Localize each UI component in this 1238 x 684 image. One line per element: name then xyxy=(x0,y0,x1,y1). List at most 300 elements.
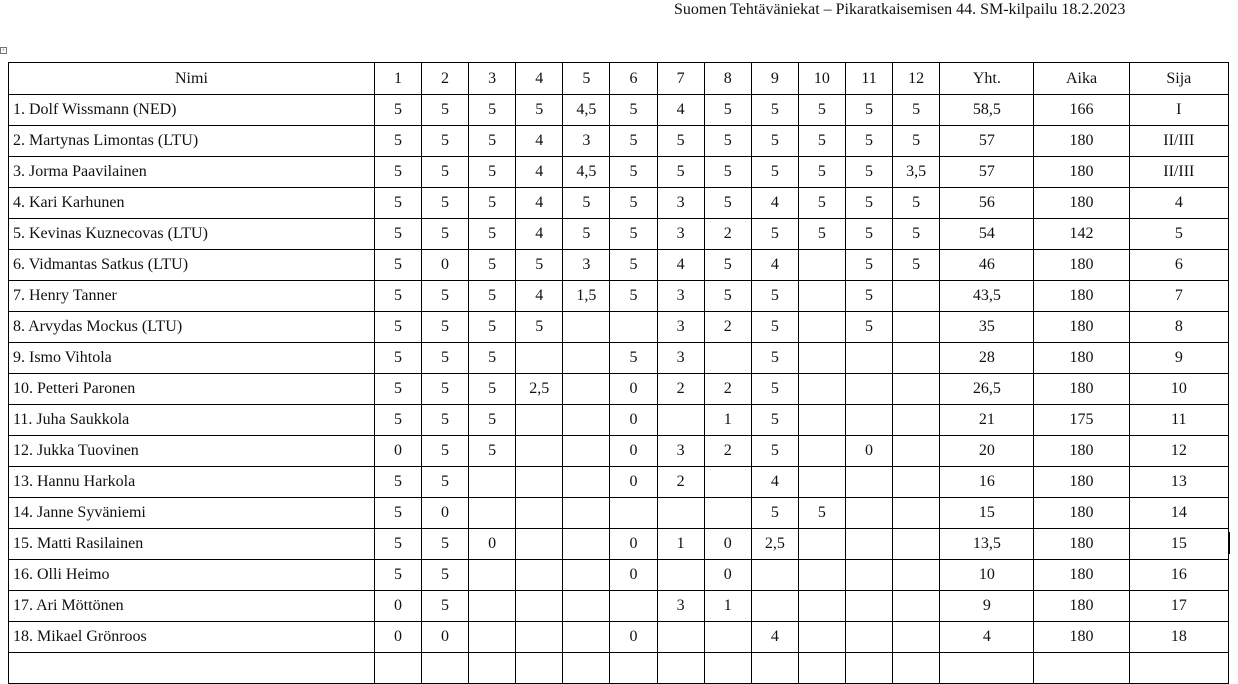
score-cell: 5 xyxy=(374,560,421,591)
table-row xyxy=(9,343,1229,374)
score-cell: 5 xyxy=(374,374,421,405)
score-cell: 5 xyxy=(845,188,892,219)
score-cell xyxy=(845,622,892,653)
table-header xyxy=(9,63,1229,95)
score-cell xyxy=(563,622,610,653)
score-cell xyxy=(845,529,892,560)
score-cell xyxy=(516,560,563,591)
column-header: Aika xyxy=(1034,63,1129,95)
score-cell: 2 xyxy=(657,467,704,498)
score-cell: 2 xyxy=(704,312,751,343)
competitor-name-cell: 16. Olli Heimo xyxy=(9,560,375,591)
score-cell xyxy=(1129,653,1228,684)
score-cell xyxy=(563,498,610,529)
score-cell: 0 xyxy=(610,560,657,591)
score-cell xyxy=(516,591,563,622)
score-cell: 5 xyxy=(469,157,516,188)
score-cell: 20 xyxy=(940,436,1034,467)
score-cell: 4,5 xyxy=(563,157,610,188)
score-cell: 180 xyxy=(1034,622,1129,653)
score-cell: 3 xyxy=(657,436,704,467)
score-cell: 5 xyxy=(422,529,469,560)
score-cell: 5 xyxy=(751,498,798,529)
score-cell xyxy=(893,281,940,312)
score-cell xyxy=(469,498,516,529)
score-cell: 180 xyxy=(1034,560,1129,591)
score-cell: 0 xyxy=(422,498,469,529)
score-cell: 5 xyxy=(469,281,516,312)
score-cell: 0 xyxy=(422,622,469,653)
score-cell xyxy=(657,653,704,684)
score-cell xyxy=(751,560,798,591)
score-cell: 11 xyxy=(1129,405,1228,436)
score-cell: 5 xyxy=(704,126,751,157)
score-cell: 5 xyxy=(610,95,657,126)
score-cell: 5 xyxy=(374,498,421,529)
score-cell: 5 xyxy=(374,281,421,312)
score-cell: 5 xyxy=(422,405,469,436)
score-cell: 180 xyxy=(1034,374,1129,405)
score-cell xyxy=(610,498,657,529)
score-cell xyxy=(704,622,751,653)
score-cell: 5 xyxy=(422,126,469,157)
score-cell xyxy=(893,622,940,653)
score-cell: 180 xyxy=(1034,281,1129,312)
score-cell xyxy=(798,281,845,312)
score-cell xyxy=(845,653,892,684)
score-cell: 5 xyxy=(610,126,657,157)
score-cell: 5 xyxy=(422,157,469,188)
score-cell: 2 xyxy=(704,219,751,250)
score-cell: 5 xyxy=(469,312,516,343)
table-row xyxy=(9,405,1229,436)
score-cell xyxy=(798,374,845,405)
score-cell xyxy=(610,591,657,622)
score-cell: 5 xyxy=(751,157,798,188)
score-cell xyxy=(893,591,940,622)
score-cell: 10 xyxy=(1129,374,1228,405)
score-cell: 0 xyxy=(610,374,657,405)
score-cell: 1,5 xyxy=(563,281,610,312)
score-cell: 3 xyxy=(657,591,704,622)
score-cell: 5 xyxy=(469,219,516,250)
table-body xyxy=(9,95,1229,684)
score-cell xyxy=(516,529,563,560)
score-cell xyxy=(563,529,610,560)
score-cell xyxy=(845,591,892,622)
column-header: 11 xyxy=(845,63,892,95)
score-cell xyxy=(893,312,940,343)
score-cell: 5 xyxy=(610,157,657,188)
competitor-name-cell: 6. Vidmantas Satkus (LTU) xyxy=(9,250,375,281)
score-cell: 5 xyxy=(422,219,469,250)
score-cell: 4 xyxy=(751,467,798,498)
table-move-handle-icon[interactable]: + xyxy=(1,48,6,54)
score-cell: 0 xyxy=(704,560,751,591)
score-cell: 5 xyxy=(469,188,516,219)
score-cell xyxy=(798,622,845,653)
table-row xyxy=(9,95,1229,126)
score-cell xyxy=(798,591,845,622)
table-row xyxy=(9,126,1229,157)
score-cell: 175 xyxy=(1034,405,1129,436)
score-cell: 14 xyxy=(1129,498,1228,529)
table-row xyxy=(9,281,1229,312)
competitor-name-cell: 8. Arvydas Mockus (LTU) xyxy=(9,312,375,343)
score-cell: 1 xyxy=(657,529,704,560)
score-cell: 5 xyxy=(374,405,421,436)
score-cell: 3 xyxy=(657,343,704,374)
score-cell xyxy=(940,653,1034,684)
column-header: Sija xyxy=(1129,63,1228,95)
score-cell xyxy=(798,467,845,498)
score-cell xyxy=(469,653,516,684)
score-cell: 5 xyxy=(374,343,421,374)
score-cell xyxy=(798,312,845,343)
score-cell: 5 xyxy=(893,95,940,126)
score-cell: II/III xyxy=(1129,157,1228,188)
competitor-name-cell: 5. Kevinas Kuznecovas (LTU) xyxy=(9,219,375,250)
score-cell: 4 xyxy=(657,250,704,281)
score-cell: 5 xyxy=(422,188,469,219)
competitor-name-cell: 14. Janne Syväniemi xyxy=(9,498,375,529)
score-cell: 5 xyxy=(469,250,516,281)
header-row xyxy=(9,63,1229,95)
score-cell: 5 xyxy=(845,250,892,281)
score-cell: 15 xyxy=(940,498,1034,529)
score-cell: 0 xyxy=(704,529,751,560)
score-cell: 3 xyxy=(563,250,610,281)
score-cell: 5 xyxy=(469,95,516,126)
score-cell xyxy=(657,405,704,436)
score-cell xyxy=(516,498,563,529)
score-cell: 2 xyxy=(657,374,704,405)
competitor-name-cell: 3. Jorma Paavilainen xyxy=(9,157,375,188)
score-cell: 4 xyxy=(1129,188,1228,219)
score-cell: 4 xyxy=(751,188,798,219)
column-header: 12 xyxy=(893,63,940,95)
column-header: 10 xyxy=(798,63,845,95)
score-cell: 166 xyxy=(1034,95,1129,126)
competitor-name-cell xyxy=(9,653,375,684)
score-cell: 5 xyxy=(374,467,421,498)
table-row xyxy=(9,312,1229,343)
table-row xyxy=(9,157,1229,188)
score-cell xyxy=(563,467,610,498)
score-cell xyxy=(563,312,610,343)
score-cell xyxy=(516,653,563,684)
competitor-name-cell: 10. Petteri Paronen xyxy=(9,374,375,405)
score-cell: 5 xyxy=(422,436,469,467)
score-cell: 5 xyxy=(657,126,704,157)
score-cell: 0 xyxy=(610,622,657,653)
score-cell xyxy=(469,591,516,622)
score-cell: 5 xyxy=(374,95,421,126)
score-cell: 46 xyxy=(940,250,1034,281)
table-row xyxy=(9,219,1229,250)
score-cell: 5 xyxy=(845,126,892,157)
score-cell: 5 xyxy=(469,126,516,157)
score-cell xyxy=(845,560,892,591)
score-cell: 0 xyxy=(845,436,892,467)
score-cell: 4 xyxy=(940,622,1034,653)
table-row xyxy=(9,622,1229,653)
score-cell: 43,5 xyxy=(940,281,1034,312)
score-cell xyxy=(516,405,563,436)
score-cell: 5 xyxy=(798,95,845,126)
score-cell: 5 xyxy=(751,343,798,374)
score-cell: 0 xyxy=(374,436,421,467)
score-cell: 5 xyxy=(374,157,421,188)
score-cell xyxy=(704,343,751,374)
score-cell: 4 xyxy=(516,126,563,157)
score-cell xyxy=(798,436,845,467)
score-cell: 5 xyxy=(610,343,657,374)
competitor-name-cell: 11. Juha Saukkola xyxy=(9,405,375,436)
score-cell: II/III xyxy=(1129,126,1228,157)
score-cell: 8 xyxy=(1129,312,1228,343)
score-cell: 1 xyxy=(704,405,751,436)
table-row xyxy=(9,591,1229,622)
score-cell: 10 xyxy=(940,560,1034,591)
score-cell xyxy=(610,653,657,684)
score-cell: 5 xyxy=(704,157,751,188)
score-cell xyxy=(516,467,563,498)
score-cell: 5 xyxy=(751,374,798,405)
score-cell: 5 xyxy=(422,591,469,622)
score-cell: 12 xyxy=(1129,436,1228,467)
score-cell: 5 xyxy=(469,374,516,405)
score-cell: 5 xyxy=(374,188,421,219)
competitor-name-cell: 17. Ari Möttönen xyxy=(9,591,375,622)
score-cell: 5 xyxy=(374,219,421,250)
score-cell: 5 xyxy=(516,250,563,281)
score-cell: 180 xyxy=(1034,312,1129,343)
column-header: 2 xyxy=(422,63,469,95)
score-cell xyxy=(893,436,940,467)
column-header-name: Nimi xyxy=(9,63,375,95)
score-cell xyxy=(563,653,610,684)
score-cell: 5 xyxy=(469,405,516,436)
score-cell: 3 xyxy=(657,312,704,343)
table-row xyxy=(9,653,1229,684)
score-cell: 2,5 xyxy=(516,374,563,405)
score-cell xyxy=(704,467,751,498)
score-cell: 5 xyxy=(1129,219,1228,250)
score-cell: 5 xyxy=(798,498,845,529)
table-row xyxy=(9,374,1229,405)
score-cell xyxy=(563,374,610,405)
score-cell: I xyxy=(1129,95,1228,126)
score-cell: 26,5 xyxy=(940,374,1034,405)
score-cell xyxy=(704,653,751,684)
score-cell: 3 xyxy=(657,188,704,219)
score-cell xyxy=(563,405,610,436)
score-cell xyxy=(893,498,940,529)
score-cell: 5 xyxy=(893,219,940,250)
score-cell: 58,5 xyxy=(940,95,1034,126)
score-cell: 180 xyxy=(1034,126,1129,157)
score-cell xyxy=(374,653,421,684)
score-cell: 5 xyxy=(374,126,421,157)
score-cell: 5 xyxy=(657,157,704,188)
score-cell: 0 xyxy=(374,591,421,622)
column-header: 6 xyxy=(610,63,657,95)
score-cell xyxy=(798,560,845,591)
text-cursor xyxy=(1229,532,1230,554)
score-cell: 180 xyxy=(1034,188,1129,219)
score-cell xyxy=(751,591,798,622)
score-cell: 5 xyxy=(845,157,892,188)
score-cell: 5 xyxy=(704,95,751,126)
score-cell: 180 xyxy=(1034,467,1129,498)
score-cell: 0 xyxy=(610,467,657,498)
score-cell: 5 xyxy=(751,405,798,436)
score-cell xyxy=(1034,653,1129,684)
score-cell xyxy=(516,622,563,653)
competitor-name-cell: 15. Matti Rasilainen xyxy=(9,529,375,560)
score-cell xyxy=(893,343,940,374)
score-cell: 16 xyxy=(1129,560,1228,591)
score-cell: 0 xyxy=(469,529,516,560)
score-cell xyxy=(893,653,940,684)
score-cell: 5 xyxy=(422,281,469,312)
score-cell xyxy=(469,560,516,591)
score-cell: 0 xyxy=(610,436,657,467)
table-row xyxy=(9,498,1229,529)
score-cell: 5 xyxy=(469,436,516,467)
score-cell xyxy=(657,622,704,653)
score-cell: 16 xyxy=(940,467,1034,498)
score-cell xyxy=(563,560,610,591)
score-cell: 5 xyxy=(374,529,421,560)
score-cell: 5 xyxy=(422,343,469,374)
score-cell xyxy=(798,529,845,560)
score-cell xyxy=(893,467,940,498)
column-header: 4 xyxy=(516,63,563,95)
score-cell: 54 xyxy=(940,219,1034,250)
score-cell xyxy=(798,250,845,281)
score-cell xyxy=(845,343,892,374)
score-cell: 4 xyxy=(516,281,563,312)
score-cell: 28 xyxy=(940,343,1034,374)
score-cell: 5 xyxy=(751,436,798,467)
score-cell: 57 xyxy=(940,126,1034,157)
score-cell: 5 xyxy=(845,312,892,343)
table-row xyxy=(9,250,1229,281)
score-cell: 0 xyxy=(374,622,421,653)
score-cell: 5 xyxy=(610,188,657,219)
score-cell: 4 xyxy=(657,95,704,126)
score-cell: 180 xyxy=(1034,591,1129,622)
score-cell: 5 xyxy=(422,374,469,405)
table-row xyxy=(9,560,1229,591)
score-cell: 1 xyxy=(704,591,751,622)
column-header: 1 xyxy=(374,63,421,95)
score-cell: 0 xyxy=(422,250,469,281)
score-cell: 180 xyxy=(1034,250,1129,281)
competitor-name-cell: 12. Jukka Tuovinen xyxy=(9,436,375,467)
column-header: 3 xyxy=(469,63,516,95)
score-cell: 4 xyxy=(516,188,563,219)
score-cell: 5 xyxy=(893,126,940,157)
column-header: 9 xyxy=(751,63,798,95)
score-cell: 5 xyxy=(704,250,751,281)
score-cell: 4 xyxy=(516,219,563,250)
score-cell: 5 xyxy=(563,188,610,219)
score-cell xyxy=(516,343,563,374)
score-cell xyxy=(704,498,751,529)
score-cell: 5 xyxy=(374,312,421,343)
score-cell xyxy=(422,653,469,684)
score-cell: 57 xyxy=(940,157,1034,188)
score-cell xyxy=(893,405,940,436)
table-row xyxy=(9,436,1229,467)
score-cell xyxy=(845,405,892,436)
score-cell: 3,5 xyxy=(893,157,940,188)
document-header: Suomen Tehtäväniekat – Pikaratkaisemisen 44. SM-kilpailu 18.2.2023 xyxy=(674,1,1126,18)
column-header: 7 xyxy=(657,63,704,95)
score-cell: 180 xyxy=(1034,343,1129,374)
score-cell: 2 xyxy=(704,436,751,467)
score-cell: 5 xyxy=(704,281,751,312)
score-cell xyxy=(516,436,563,467)
competitor-name-cell: 18. Mikael Grönroos xyxy=(9,622,375,653)
score-cell: 0 xyxy=(610,529,657,560)
score-cell xyxy=(610,312,657,343)
score-cell: 5 xyxy=(751,281,798,312)
competitor-name-cell: 1. Dolf Wissmann (NED) xyxy=(9,95,375,126)
score-cell xyxy=(563,436,610,467)
score-cell: 4 xyxy=(751,250,798,281)
score-cell: 5 xyxy=(798,157,845,188)
score-cell: 3 xyxy=(657,281,704,312)
score-cell xyxy=(798,343,845,374)
score-cell: 5 xyxy=(845,95,892,126)
score-cell: 17 xyxy=(1129,591,1228,622)
score-cell xyxy=(798,653,845,684)
score-cell: 5 xyxy=(751,126,798,157)
score-cell xyxy=(845,374,892,405)
score-cell: 9 xyxy=(1129,343,1228,374)
score-cell: 5 xyxy=(751,312,798,343)
score-cell: 5 xyxy=(422,95,469,126)
score-cell: 9 xyxy=(940,591,1034,622)
score-cell: 180 xyxy=(1034,436,1129,467)
score-cell: 5 xyxy=(751,219,798,250)
score-cell: 21 xyxy=(940,405,1034,436)
score-cell: 13 xyxy=(1129,467,1228,498)
score-cell: 180 xyxy=(1034,498,1129,529)
score-cell: 0 xyxy=(610,405,657,436)
score-cell: 2 xyxy=(704,374,751,405)
score-cell: 4 xyxy=(751,622,798,653)
score-cell: 5 xyxy=(610,281,657,312)
score-cell: 6 xyxy=(1129,250,1228,281)
score-cell: 5 xyxy=(374,250,421,281)
score-cell: 5 xyxy=(469,343,516,374)
score-cell: 180 xyxy=(1034,529,1129,560)
score-cell: 5 xyxy=(610,250,657,281)
score-cell: 5 xyxy=(516,312,563,343)
score-cell: 35 xyxy=(940,312,1034,343)
score-cell: 5 xyxy=(798,219,845,250)
score-cell: 142 xyxy=(1034,219,1129,250)
score-cell xyxy=(469,622,516,653)
score-cell: 5 xyxy=(704,188,751,219)
score-cell xyxy=(563,591,610,622)
table-row xyxy=(9,188,1229,219)
